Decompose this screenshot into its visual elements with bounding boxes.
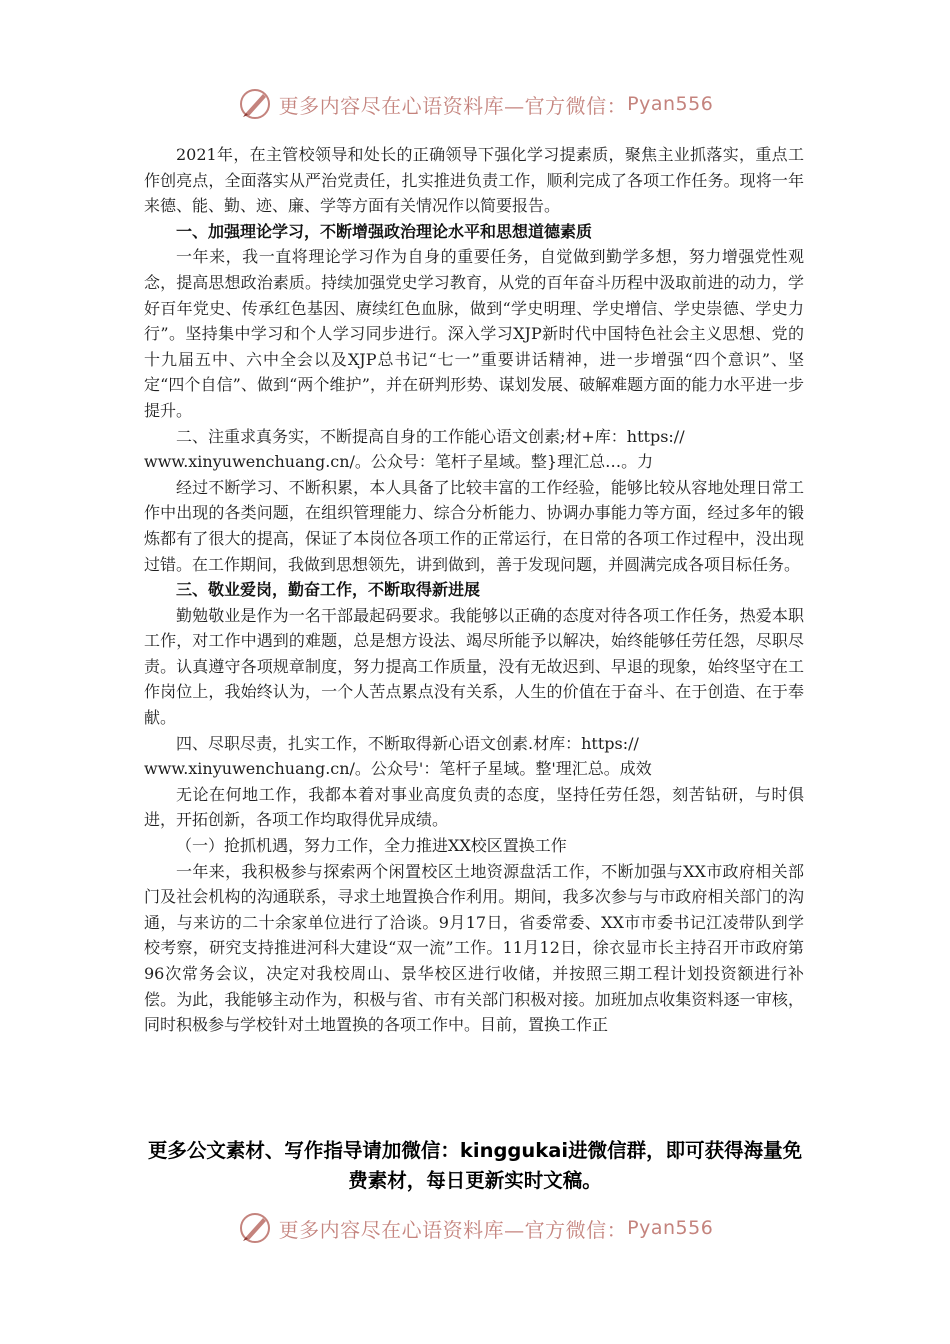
section-1-paragraph: 一年来，我一直将理论学习作为自身的重要任务，自觉做到勤学多想，努力增强党性观念，提高思想政治素质。持续加强党史学习教育，从党的百年奋斗历程中汲取前进的动力，学好百年党史、传承红色基因、赓续红色血脉，做到“学史明理、学史增信、学史崇德、学史力行”。坚持集中学习和个人学习同步进行。深入学习XJP新时代中国特色社会主义思想、党的十九届五中、六中全会以及XJP总书记“七一”重要讲话精神，进一步增强“四个意识”、坚定“四个自信”、做到“两个维护”，并在研判形势、谋划发展、破解难题方面的能力水平进一步提升。: [144, 247, 804, 420]
section-heading-2-cont: www.xinyuwenchuang.cn/。公众号：笔杆子星域。整}理汇总…。力: [144, 452, 654, 472]
pen-logo-icon: [237, 1210, 273, 1246]
intro-paragraph: 2021年，在主管校领导和处长的正确领导下强化学习提素质，聚焦主业抓落实，重点工作创亮点，全面落实从严治党责任，扎实推进负责工作，顺利完成了各项工作任务。现将一年来德、能、勤、迹、廉、学等方面有关情况作以简要报告。: [144, 145, 804, 216]
pen-logo-icon: [237, 86, 273, 122]
watermark-text: 更多内容尽在心语资料库—官方微信：: [278, 93, 628, 118]
section-heading-4-cont: www.xinyuwenchuang.cn/。公众号'：笔杆子星域。整'理汇总。成效: [144, 759, 652, 779]
subsection-heading-1: （一）抢抓机遇，努力工作，全力推进XX校区置换工作: [176, 836, 567, 856]
watermark-header: [0, 84, 950, 124]
subsection-1-paragraph: 一年来，我积极参与探索两个闲置校区土地资源盘活工作，不断加强与XX市政府相关部门及社会机构的沟通联系，寻求土地置换合作利用。期间，我多次参与与市政府相关部门的沟通，与来访的二十余家单位进行了洽谈。9月17日，省委常委、XX市市委书记江凌带队到学校考察，研究支持推进河科大建设“双一流”工作。11月12日，徐衣显市长主持召开市政府第96次常务会议，决定对我校周山、景华校区进行收储，并按照三期工程计划投资额进行补偿。为此，我能够主动作为，积极与省、市有关部门积极对接。加班加点收集资料逐一审核，同时积极参与学校针对土地置换的各项工作中。目前，置换工作正: [144, 861, 804, 1035]
document-body: [144, 142, 804, 1038]
promo-footer-note: 更多公文素材、写作指导请加微信：kinggukai进微信群，即可获得海量免费素材，每日更新实时文稿。: [147, 1139, 803, 1192]
section-heading-2: 二、注重求真务实，不断提高自身的工作能心语文创素;材+库：https://: [176, 426, 685, 446]
watermark-id: Pyan556: [627, 1217, 714, 1239]
section-heading-1: 一、加强理论学习，不断增强政治理论水平和思想道德素质: [176, 221, 593, 241]
section-3-paragraph: 勤勉敬业是作为一名干部最起码要求。我能够以正确的态度对待各项工作任务，热爱本职工作，对工作中遇到的难题，总是想方设法、竭尽所能予以解决，始终能够任劳任怨，尽职尽责。认真遵守各项规章制度，努力提高工作质量，没有无故迟到、早退的现象，始终坚守在工作岗位上，我始终认为，一个人苦点累点没有关系，人生的价值在于奋斗、在于创造、在于奉献。: [144, 605, 804, 728]
section-2-paragraph: 经过不断学习、不断积累，本人具备了比较丰富的工作经验，能够比较从容地处理日常工作中出现的各类问题，在组织管理能力、综合分析能力、协调办事能力等方面，经过多年的锻炼都有了很大的提高，保证了本岗位各项工作的正常运行，在日常的各项工作过程中，没出现过错。在工作期间，我做到思想领先，讲到做到，善于发现问题，并圆满完成各项目标任务。: [144, 477, 804, 574]
watermark-footer: [0, 1208, 950, 1248]
watermark-text: 更多内容尽在心语资料库—官方微信：: [278, 1217, 628, 1242]
section-heading-4: 四、尽职尽责，扎实工作，不断取得新心语文创素.材库：https://: [176, 733, 639, 753]
section-4-paragraph: 无论在何地工作，我都本着对事业高度负责的态度，坚持任劳任怨，刻苦钻研，与时俱进，开拓创新，各项工作均取得优异成绩。: [144, 784, 804, 830]
watermark-id: Pyan556: [627, 93, 714, 115]
section-heading-3: 三、敬业爱岗，勤奋工作，不断取得新进展: [176, 580, 481, 600]
